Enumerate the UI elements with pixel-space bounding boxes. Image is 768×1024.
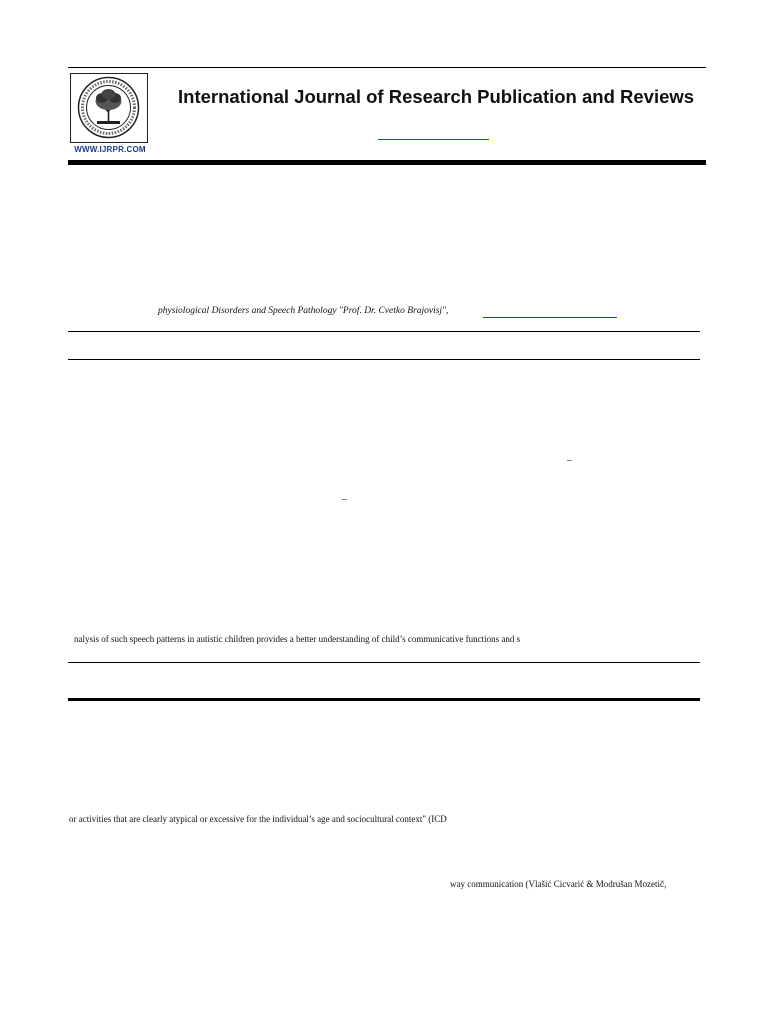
logo-caption: WWW.IJRPR.COM [74, 145, 146, 154]
author-email-link[interactable] [483, 317, 617, 318]
author-affiliation [158, 306, 448, 316]
abstract-dash-2: – [342, 494, 347, 505]
journal-title: International Journal of Research Publication and Reviews [178, 86, 695, 107]
affiliation-text: physiological Disorders and Speech Pathology "Prof. Dr. Cvetko Brajovisj", [158, 306, 449, 316]
body-line-icd: or activities that are clearly atypical or excessive for the individual’s age and sociocultural context" (ICD [69, 814, 447, 824]
journal-website-link[interactable] [378, 139, 489, 140]
header-top-rule [68, 67, 706, 68]
logo-frame [70, 73, 148, 143]
header-thick-rule [68, 160, 706, 165]
tree-seal-icon [71, 74, 146, 141]
abstract-heading-rule [68, 359, 700, 360]
body-line-citation: way communication (Vlašić Cicvarić & Modrušan Mozetič, [450, 879, 667, 889]
keywords-rule [68, 662, 700, 663]
abstract-dash-1: – [567, 455, 572, 466]
section-thick-rule [68, 698, 700, 701]
abstract-top-rule [68, 331, 700, 332]
abstract-last-line: nalysis of such speech patterns in autistic children provides a better understanding of child’s communicative functions and s [74, 634, 521, 644]
journal-logo [70, 73, 150, 155]
